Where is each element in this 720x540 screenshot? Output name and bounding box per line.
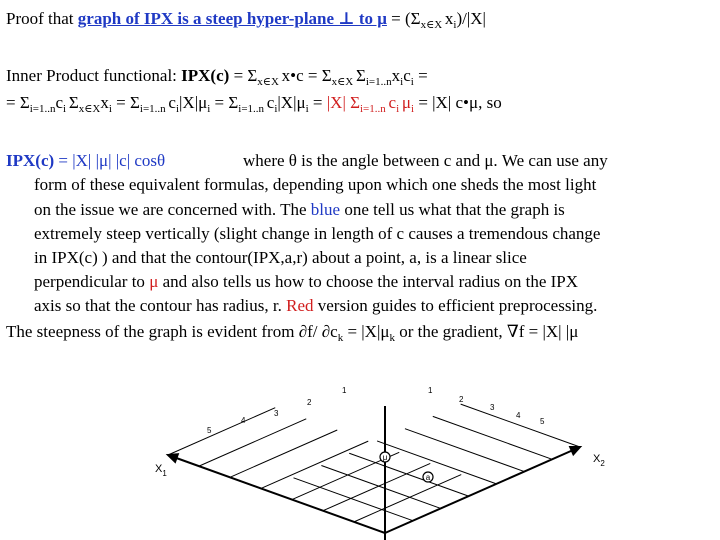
x1-axis-label: $X_1$ [155,463,167,478]
left-tick-label: 5 [207,426,212,435]
grid-line [405,429,524,472]
tick-labels [207,386,545,435]
blue-formula: = |X| |μ| |c| cosθ [54,151,166,170]
formula-text: c [266,93,275,112]
formula-sub: i [108,103,112,115]
x2-arrow-icon [570,447,580,454]
red-formula: c [388,93,397,112]
title-link[interactable]: graph of IPX is a steep hyper-plane ⊥ to μ [77,9,387,28]
para-sub: k [389,332,395,344]
para-text: or the gradient, ∇f = |X| |μ [394,322,579,341]
grid-line [168,408,275,455]
formula-sub: i [396,103,402,115]
para-line-4: extremely steep vertically (slight change in length of c causes a tremendous change [34,224,601,243]
grid-line [321,466,440,509]
formula-text: = Σ [111,93,140,112]
title-prefix: Proof that [6,9,78,28]
formula-text: Inner Product functional: [6,66,182,85]
formula-sub: x∈X [257,76,282,88]
blue-formula: IPX(c) [6,151,55,170]
right-tick-label: 5 [540,417,545,426]
x1-arrow-icon [168,454,178,462]
red-word: Red [286,296,314,315]
formula-text: c [168,93,176,112]
svg-text:a: a [425,473,431,482]
formula-sub: i [410,76,414,88]
formula-sub: i [411,103,415,115]
formula-sub: i [400,76,404,88]
formula-text: c [55,93,64,112]
left-tick-label: 3 [274,409,279,418]
title-text: = (Σ [386,9,421,28]
grid-lines [168,404,580,522]
para-text: on the issue we are concerned with. The [34,200,311,219]
title-text: )/|X| [456,9,486,28]
right-tick-label: 2 [459,395,464,404]
para-line-1b: where θ is the angle between c and μ. We can use any [243,151,608,170]
formula-sub: i [305,103,309,115]
x2-axis-label: $X_2$ [593,453,605,468]
grid-line [261,441,368,488]
grid-line [323,463,430,510]
formula-sub: i=1..n [365,76,392,88]
axes [168,406,580,540]
left-tick-label: 4 [241,416,246,425]
para-line-2: form of these equivalent formulas, depending upon which one sheds the most light [34,175,597,194]
grid-line [230,430,337,477]
grid-line [354,475,461,522]
left-tick-label: 2 [307,398,312,407]
grid-line [377,441,496,484]
formula-text: = Σ [6,93,30,112]
red-mu: μ [149,272,159,291]
formula-sub: i [274,103,278,115]
grid-line [349,453,468,496]
para-text: The steepness of the graph is evident from ∂f/ ∂c [6,322,338,341]
formula-sub: x∈X [331,76,356,88]
formula-sub: i=1..n [360,103,389,115]
red-formula: μ [401,93,411,112]
grid-line [199,419,306,466]
para-text: one tell us what that the graph is [340,200,565,219]
x2-axis [382,447,580,533]
para-text: version guides to efficient preprocessing. [313,296,598,315]
para-line-5: in IPX(c) ) and that the contour(IPX,a,r) about a point, a, is a linear slice [34,248,527,267]
formula-text: x [391,66,401,85]
formula-sub: i [175,103,180,115]
formula-sub: i=1..n [139,103,169,115]
formula-sub: i [63,103,69,115]
para-text: perpendicular to [34,272,150,291]
para-sub: k [337,332,344,344]
grid-line [433,416,552,459]
formula-text: |X|μ [277,93,306,112]
formula-sub: i [207,103,211,115]
blue-word: blue [310,200,341,219]
formula-text: x•c = Σ [281,66,332,85]
para-text: axis so that the contour has radius, r. [34,296,287,315]
mu-marker [380,452,390,462]
title-sub: x∈X [420,19,445,31]
para-text: = |X|μ [343,322,390,341]
formula-sub: x∈X [78,103,101,115]
formula-sub: i=1..n [29,103,56,115]
formula-text: = [413,66,428,85]
formula-text: = Σ [210,93,239,112]
a-marker [423,472,433,482]
formula-text: c [403,66,411,85]
formula-text: x [100,93,109,112]
left-tick-label: 1 [342,386,347,395]
right-tick-label: 1 [428,386,433,395]
formula-text: = |X| c•μ, so [414,93,502,112]
formula-text: = Σ [229,66,258,85]
right-tick-label: 3 [490,403,495,412]
formula-text: = [308,93,327,112]
x1-axis [168,455,385,533]
svg-text:μ: μ [382,453,388,462]
right-tick-label: 4 [516,411,521,420]
para-text: and also tells us how to choose the interval radius on the IPX [158,272,579,291]
grid-line [294,478,413,521]
formula-text: IPX(c) [181,66,230,85]
red-formula: |X| Σ [326,93,360,112]
formula-sub: i=1..n [238,103,267,115]
formula-text: Σ [68,93,79,112]
formula-text: |X|μ [179,93,208,112]
title-sub: i [453,19,457,31]
formula-text: Σ [355,66,366,85]
title-text: x [444,9,454,28]
